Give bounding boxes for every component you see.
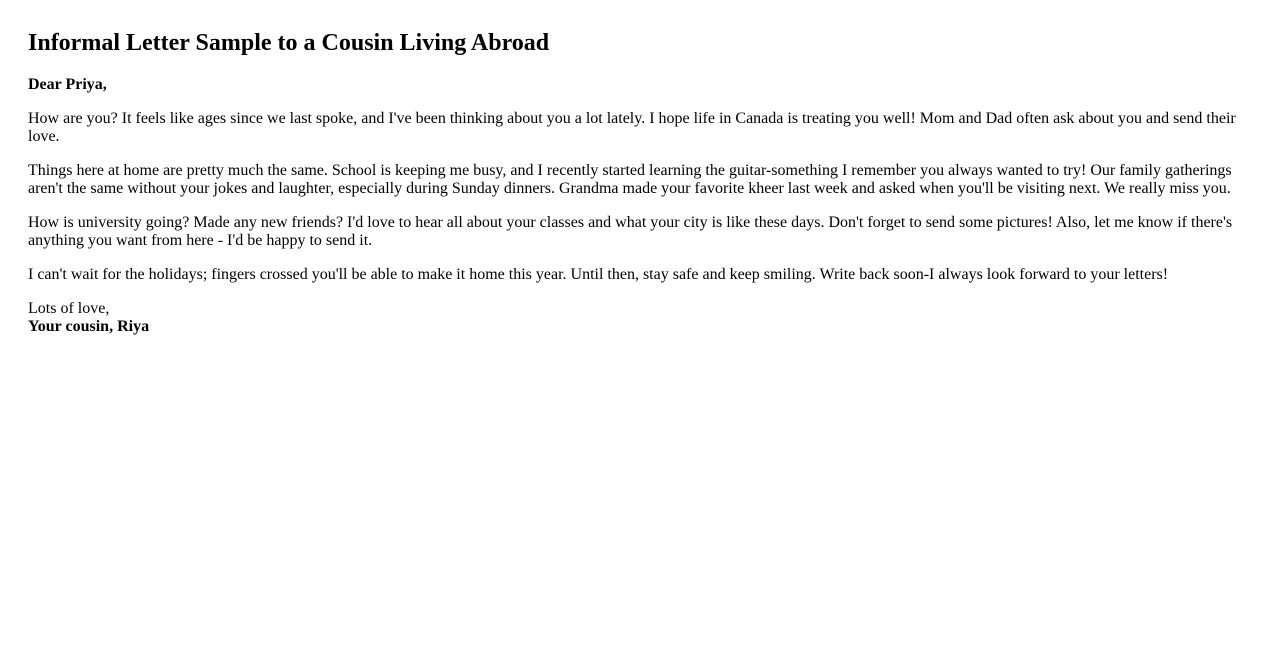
letter-greeting: Dear Priya, (28, 76, 107, 93)
letter-paragraph-4: I can't wait for the holidays; fingers crossed you'll be able to make it home this year. Until then, stay safe and keep smiling. Write back soon-I always look forward to your letters! (28, 266, 1169, 283)
letter-paragraph-3: How is university going? Made any new friends? I'd love to hear all about your classes and what your city is like these days. Don't forget to send some pictures! Also, let me know if there's anything you want from here - I'd be happy to send it. (28, 214, 1233, 249)
letter-paragraph-2: Things here at home are pretty much the same. School is keeping me busy, and I recently started learning the guitar-something I remember you always wanted to try! Our family gatherings aren't the same without your jokes and laughter, especially during Sunday dinners. Grandma made your favorite kheer last week and asked when you'll be visiting next. We really miss you. (28, 162, 1232, 197)
page-title: Informal Letter Sample to a Cousin Living Abroad (28, 30, 550, 56)
letter-signature: Your cousin, Riya (28, 318, 150, 335)
letter-paragraph-1: How are you? It feels like ages since we last spoke, and I've been thinking about you a lot lately. I hope life in Canada is treating you well! Mom and Dad often ask about you and send their love. (28, 110, 1236, 145)
letter-closing: Lots of love, (28, 300, 110, 317)
